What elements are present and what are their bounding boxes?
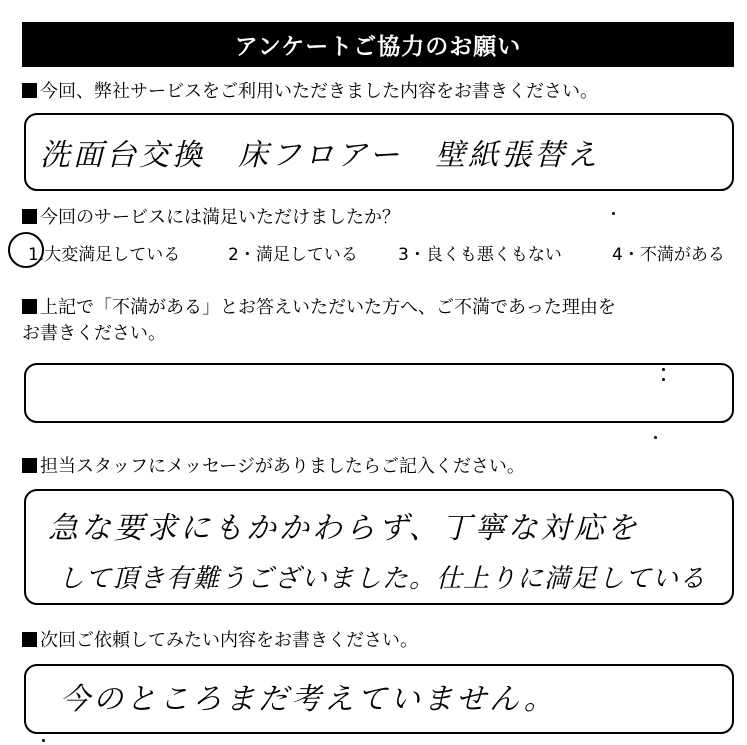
- scan-speck: [42, 739, 45, 742]
- survey-title: アンケートご協力のお願い: [234, 34, 522, 60]
- scan-speck: [662, 368, 665, 371]
- question-4-label: 担当スタッフにメッセージがありましたらご記入ください。: [22, 455, 525, 479]
- option-satisfied[interactable]: 2・満足している: [228, 245, 358, 265]
- answer-4-handwriting-line2: して頂き有難うございました。仕上りに満足している: [58, 564, 707, 594]
- scan-speck: [662, 378, 665, 381]
- question-2-label: 今回のサービスには満足いただけましたか？: [22, 206, 400, 230]
- answer-box-3[interactable]: [24, 363, 734, 423]
- question-3-label: 上記で「不満がある」とお答えいただいた方へ、ご不満であった理由を: [22, 296, 616, 320]
- question-1-label: 今回、弊社サービスをご利用いただきました内容をお書きください。: [22, 80, 598, 104]
- square-bullet-icon: [22, 83, 37, 98]
- square-bullet-icon: [22, 299, 37, 314]
- answer-5-handwriting: 今のところまだ考えていません。: [60, 682, 557, 717]
- square-bullet-icon: [22, 209, 37, 224]
- answer-4-handwriting-line1: 急な要求にもかかわらず、丁寧な対応を: [48, 511, 640, 546]
- answer-1-handwriting: 洗面台交換 床フロアー 壁紙張替え: [40, 138, 601, 173]
- square-bullet-icon: [22, 632, 37, 647]
- question-5-label: 次回ご依頼してみたい内容をお書きください。: [22, 629, 418, 653]
- survey-title-banner: [22, 22, 734, 67]
- square-bullet-icon: [22, 458, 37, 473]
- option-very-satisfied[interactable]: 1.大変満足している: [28, 245, 181, 265]
- scan-speck: [612, 212, 615, 215]
- satisfaction-options: [22, 240, 734, 266]
- option-neutral[interactable]: 3・良くも悪くもない: [398, 245, 562, 265]
- selected-option-circle: [8, 232, 44, 268]
- question-3-label-line2: お書きください。: [22, 323, 166, 344]
- option-dissatisfied[interactable]: 4・不満がある: [612, 245, 725, 265]
- scan-speck: [654, 436, 657, 439]
